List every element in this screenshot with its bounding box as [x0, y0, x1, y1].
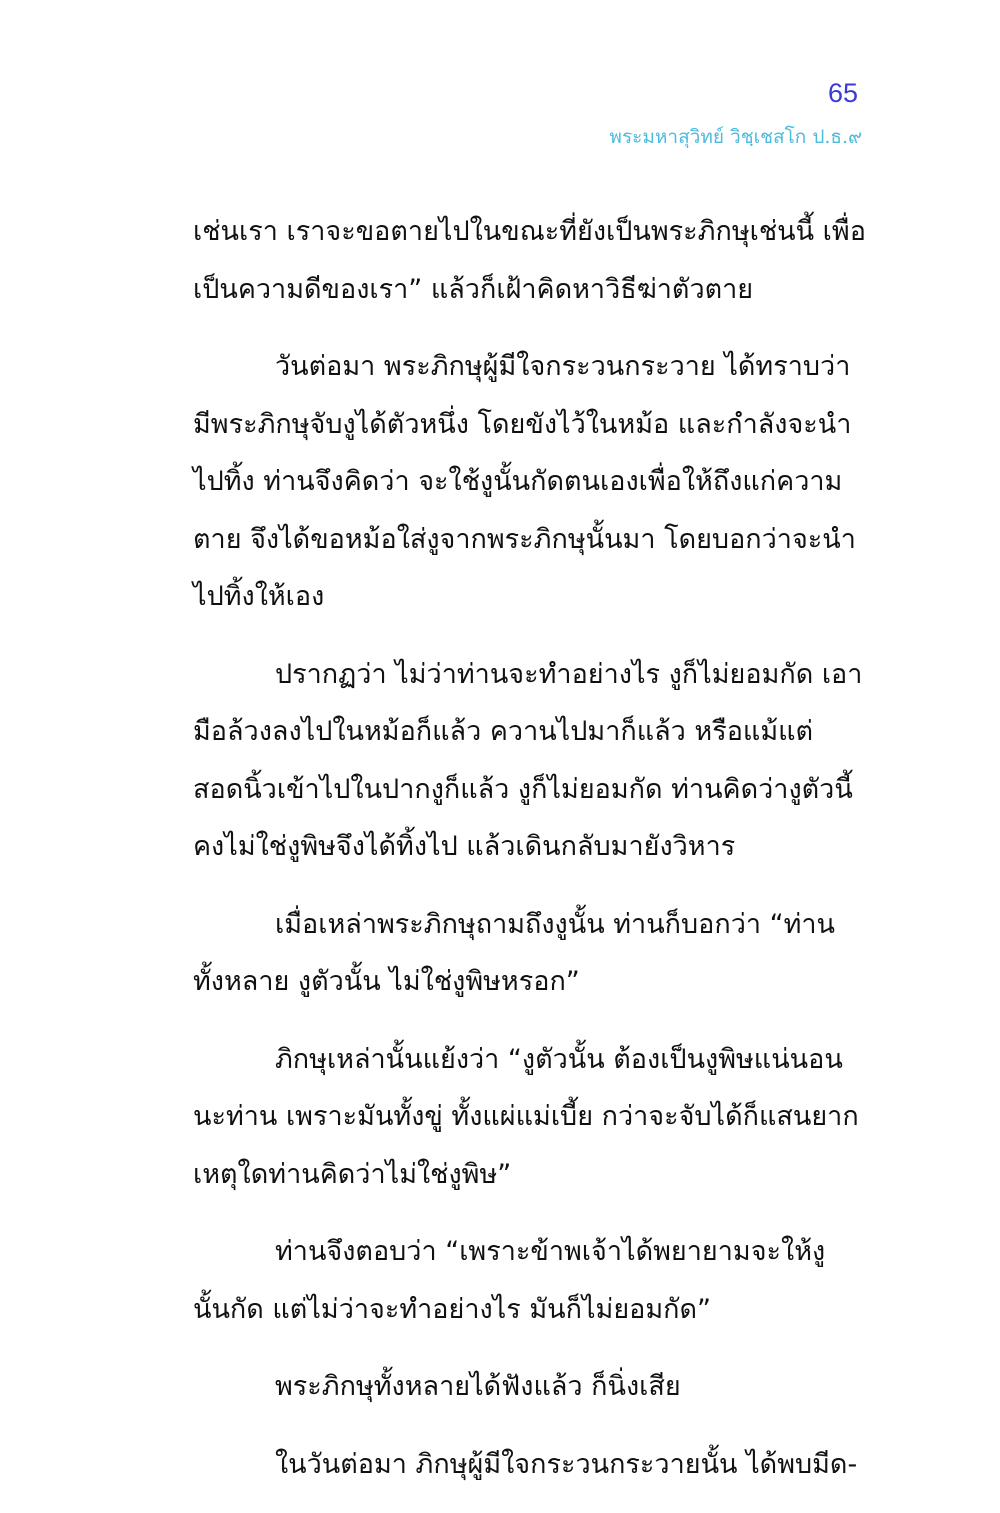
- text-line: สอดนิ้วเข้าไปในปากงูก็แล้ว งูก็ไม่ยอมกัด ท่านคิดว่างูตัวนี้: [193, 773, 853, 805]
- paragraph-4: [193, 896, 860, 1011]
- paragraph-3: [193, 646, 863, 876]
- text-line: ภิกษุเหล่านั้นแย้งว่า “งูตัวนั้น ต้องเป็นงูพิษแน่นอน: [275, 1043, 843, 1075]
- text-line: วันต่อมา พระภิกษุผู้มีใจกระวนกระวาย ได้ทราบว่า: [275, 351, 851, 382]
- text-line: เป็นความดีของเรา” แล้วก็เฝ้าคิดหาวิธีฆ่าตัวตาย: [193, 273, 754, 305]
- paragraph-8: [193, 1436, 860, 1494]
- text-line: มือล้วงลงไปในหม้อก็แล้ว ควานไปมาก็แล้ว หรือแม้แต่: [193, 716, 814, 747]
- text-line: ทั้งหลาย งูตัวนั้น ไม่ใช่งูพิษหรอก”: [193, 966, 580, 997]
- text-line: พระภิกษุทั้งหลายได้ฟังแล้ว ก็นิ่งเสีย: [275, 1371, 681, 1402]
- text-line: ไปทิ้ง ท่านจึงคิดว่า จะใช้งูนั้นกัดตนเองเพื่อให้ถึงแก่ความ: [193, 466, 843, 497]
- text-line: ตาย จึงได้ขอหม้อใส่งูจากพระภิกษุนั้นมา โดยบอกว่าจะนำ: [193, 523, 856, 555]
- body-text: [193, 203, 866, 1513]
- text-line: เหตุใดท่านคิดว่าไม่ใช่งูพิษ”: [193, 1158, 512, 1190]
- running-header-author: พระมหาสุวิทย์ วิชฺเชสโก ป.ธ.๙: [609, 126, 862, 148]
- paragraph-2: [193, 338, 860, 626]
- paragraph-7: [193, 1358, 860, 1416]
- text-line: เช่นเรา เราจะขอตายไปในขณะที่ยังเป็นพระภิกษุเช่นนี้ เพื่อ: [193, 216, 866, 247]
- text-line: ปรากฏว่า ไม่ว่าท่านจะทำอย่างไร งูก็ไม่ยอมกัด เอา: [275, 658, 863, 690]
- text-line: ไปทิ้งให้เอง: [193, 581, 325, 612]
- text-line: นะท่าน เพราะมันทั้งขู่ ทั้งแผ่แม่เบี้ย กว่าจะจับได้ก็แสนยาก: [193, 1101, 859, 1132]
- page-number: 65: [827, 78, 858, 108]
- paragraph-5: [193, 1031, 860, 1204]
- text-line: ในวันต่อมา ภิกษุผู้มีใจกระวนกระวายนั้น ได้พบมีด-: [275, 1448, 858, 1480]
- text-line: นั้นกัด แต่ไม่ว่าจะทำอย่างไร มันก็ไม่ยอมกัด”: [193, 1293, 712, 1325]
- text-line: ท่านจึงตอบว่า “เพราะข้าพเจ้าได้พยายามจะให้งู: [275, 1236, 826, 1267]
- paragraph-1: [193, 203, 866, 318]
- text-line: มีพระภิกษุจับงูได้ตัวหนึ่ง โดยขังไว้ในหม้อ และกำลังจะนำ: [193, 408, 852, 440]
- text-line: คงไม่ใช่งูพิษจึงได้ทิ้งไป แล้วเดินกลับมายังวิหาร: [193, 831, 736, 862]
- paragraph-6: [193, 1223, 860, 1338]
- text-line: เมื่อเหล่าพระภิกษุถามถึงงูนั้น ท่านก็บอกว่า “ท่าน: [275, 908, 836, 940]
